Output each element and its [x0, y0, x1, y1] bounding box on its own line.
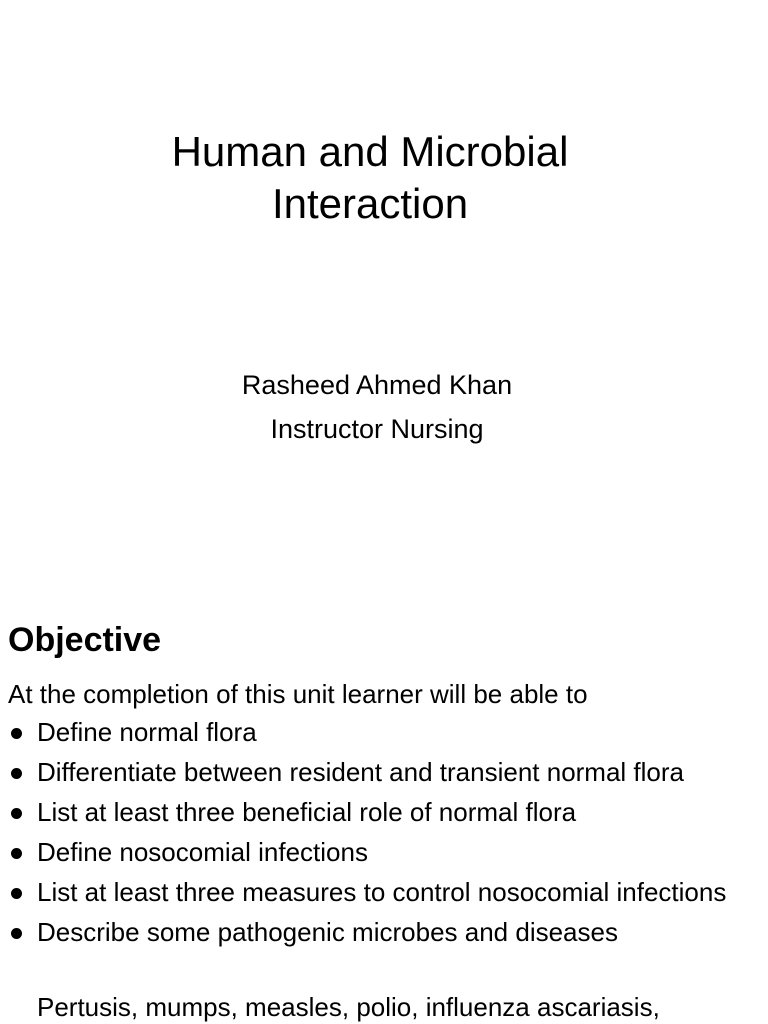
list-item: [8, 916, 758, 949]
list-item: [8, 836, 758, 869]
list-item-text: Differentiate between resident and transient normal flora: [37, 757, 685, 787]
slide-title-line-1: Human and Microbial: [171, 128, 569, 175]
list-item: [8, 796, 758, 829]
list-item-text: Define nosocomial infections: [37, 837, 368, 867]
bullet-dot-icon: [11, 928, 22, 939]
slide-title-line-2: Interaction: [271, 180, 469, 227]
objective-list: [8, 716, 758, 956]
objective-intro: At the completion of this unit learner will be able to: [8, 679, 588, 709]
list-item: [8, 756, 758, 789]
list-item-text: Describe some pathogenic microbes and diseases: [37, 917, 618, 947]
list-item-text: List at least three beneficial role of normal flora: [37, 797, 577, 827]
bullet-dot-icon: [11, 768, 22, 779]
bullet-dot-icon: [11, 848, 22, 859]
bullet-dot-icon: [11, 808, 22, 819]
list-item-text: List at least three measures to control nosocomial infections: [37, 877, 727, 907]
objective-heading: Objective: [8, 621, 162, 659]
diseases-line: Pertusis, mumps, measles, polio, influenza ascariasis,: [37, 992, 660, 1022]
author-name: Rasheed Ahmed Khan: [241, 370, 513, 400]
bullet-dot-icon: [11, 888, 22, 899]
list-item: [8, 716, 758, 749]
list-item-text: Define normal flora: [37, 717, 257, 747]
slide-title: [0, 126, 740, 230]
list-item: [8, 876, 758, 909]
bullet-dot-icon: [11, 728, 22, 739]
author-block: [0, 363, 754, 451]
author-role: Instructor Nursing: [270, 414, 484, 444]
